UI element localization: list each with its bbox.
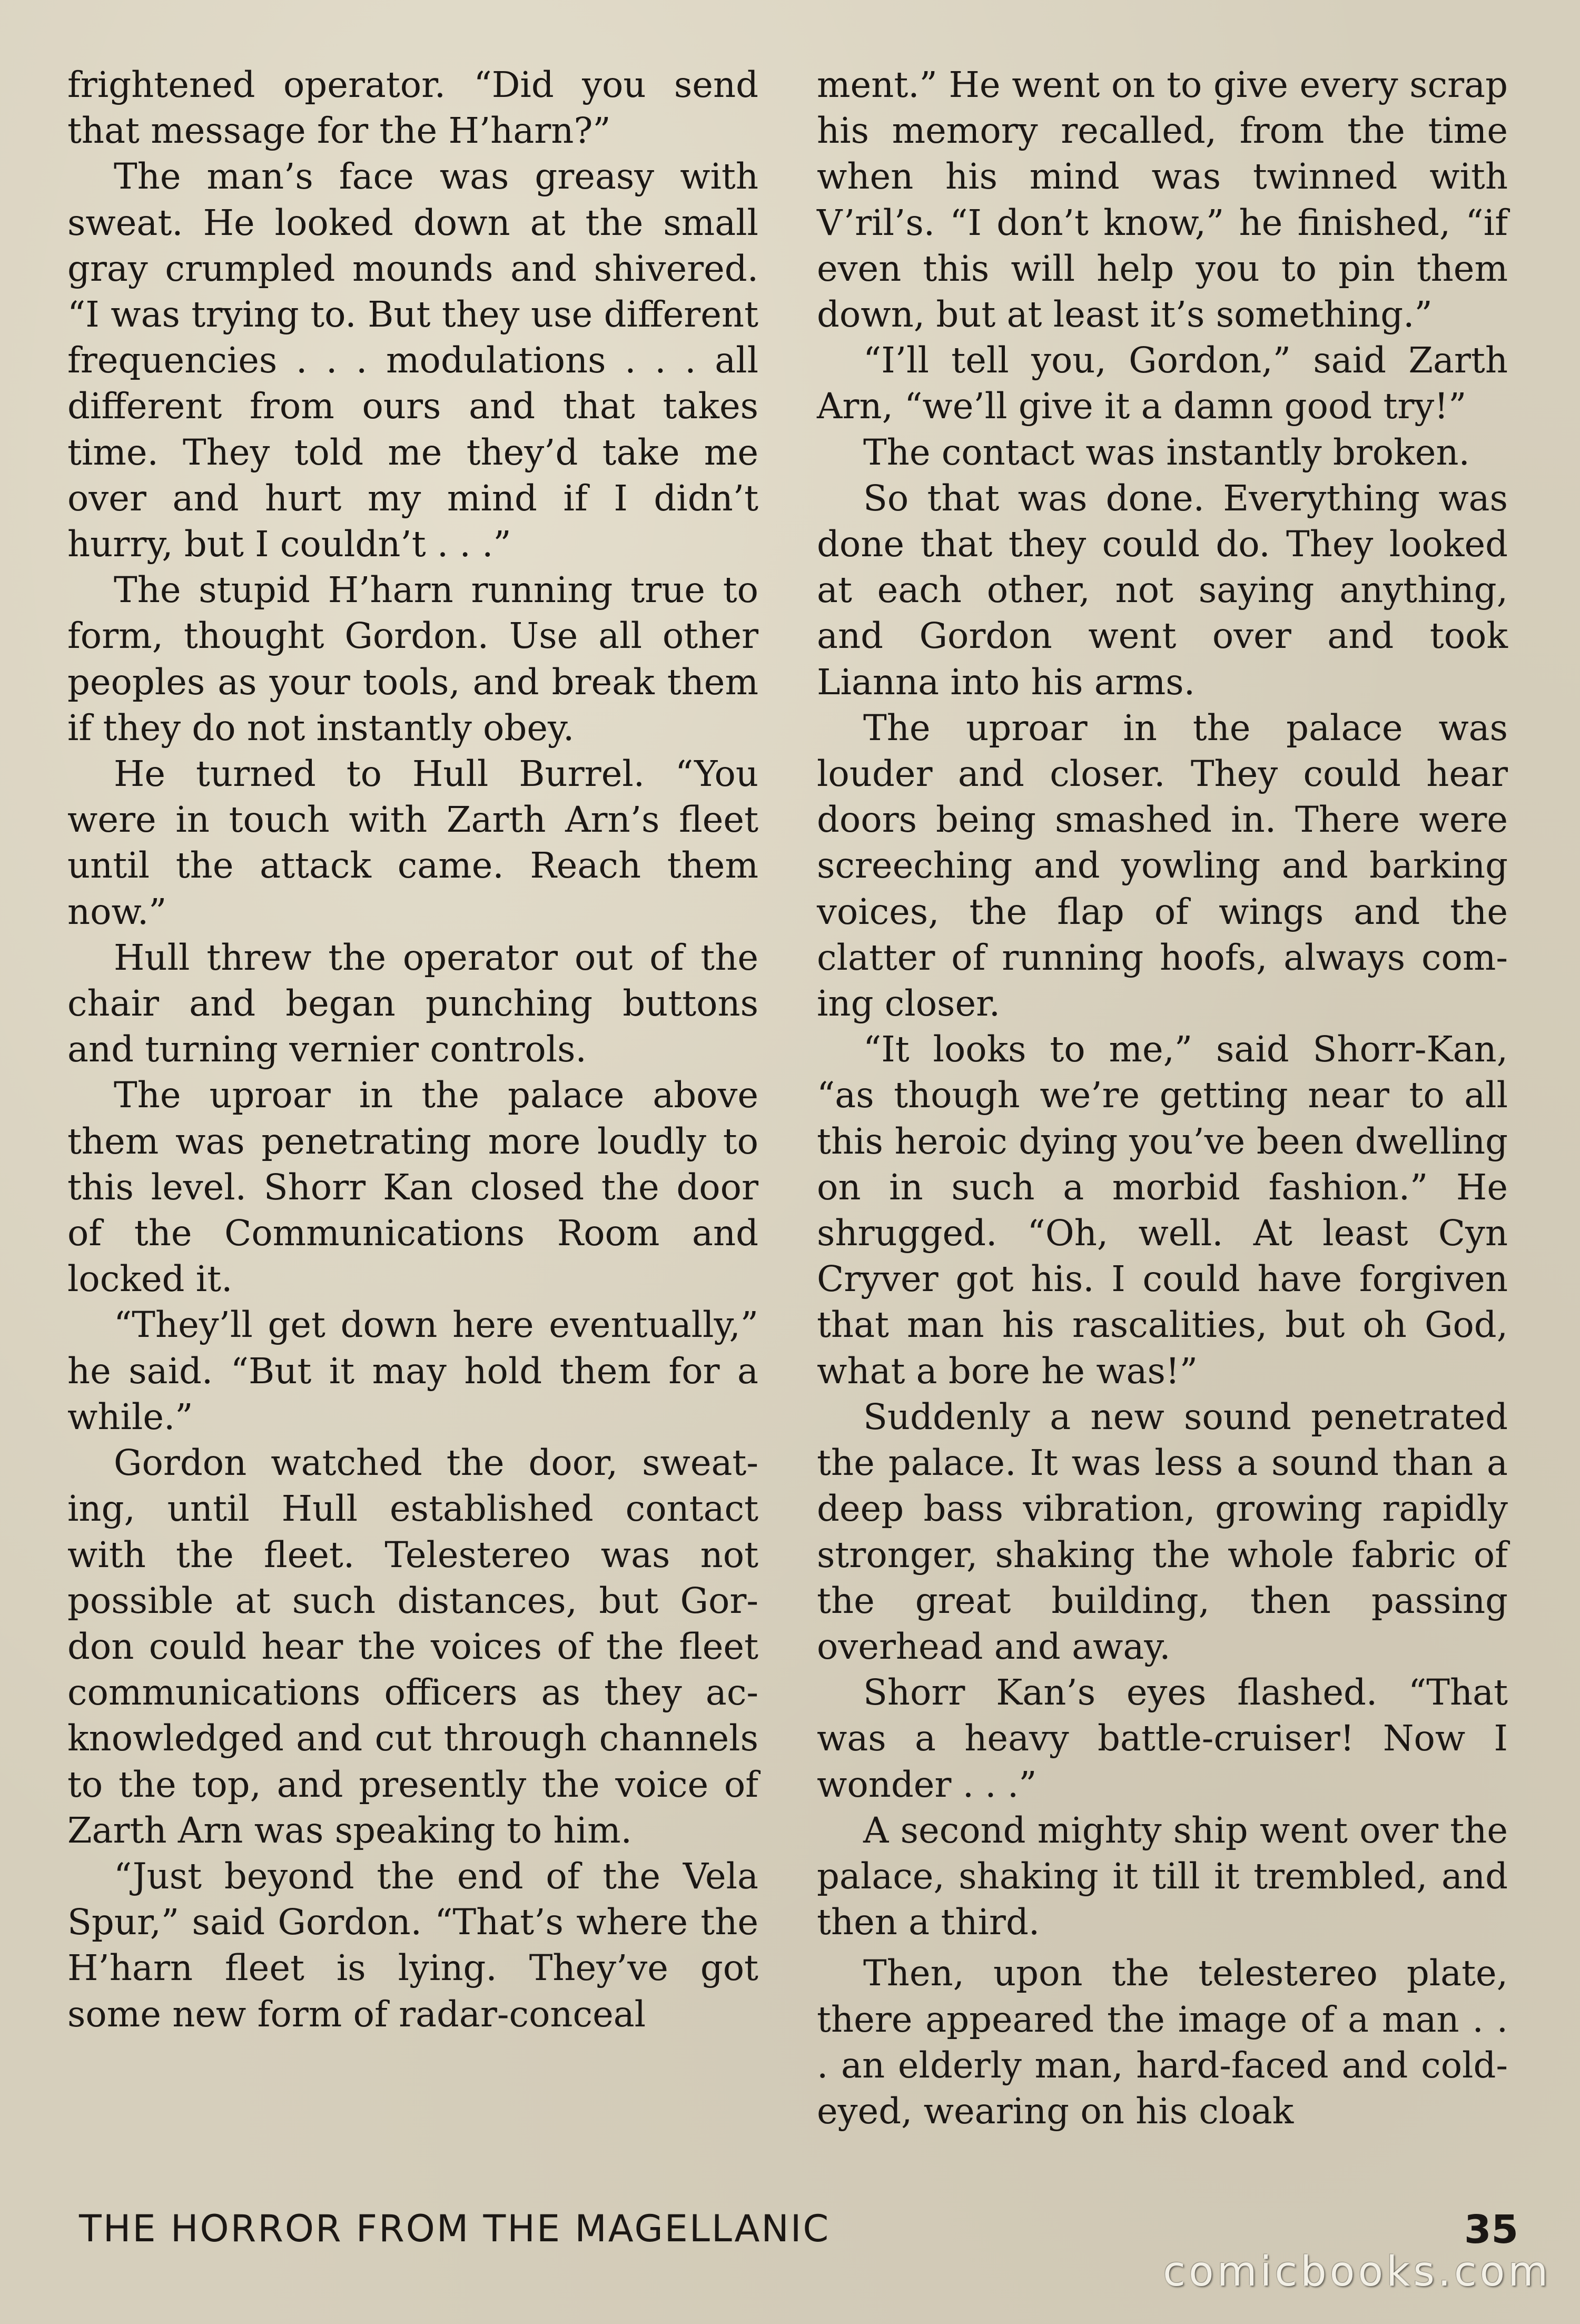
paragraph: The uproar in the palace above them was penetrating more loudly to this level. Shorr Kan closed the door of the Communications Room and locked it. (67, 1075, 758, 1300)
paragraph: Suddenly a new sound penetrated the palace. It was less a sound than a deep bass vibration, growing rapidly stronger, shaking the whole fabric of the great building, then passing overhead and away. (817, 1396, 1508, 1667)
paragraph: frightened operator. “Did you send that message for the H’harn?” (67, 64, 758, 152)
page-number: 35 (1464, 2207, 1518, 2252)
paragraph: “I’ll tell you, Gordon,” said Zarth Arn, “we’ll give it a damn good try!” (817, 340, 1508, 427)
watermark: comicbooks.com (1163, 2248, 1552, 2296)
paragraph: The stupid H’harn running true to form, thought Gordon. Use all other peoples as your tools, and break them if they do not instantly obey. (67, 569, 758, 749)
paragraph: Gordon watched the door, sweating, until Hull established contact with the fleet. Telestereo was not possible at such distances, but Gordon could hear the voices of the fleet communications officers as they acknowledged and cut through channels to the top, and presently the voice of Zarth Arn was speaking to him. (67, 1442, 758, 1851)
paragraph: Shorr Kan’s eyes flashed. “That was a heavy battle-cruiser! Now I wonder . . .” (817, 1672, 1508, 1805)
paragraph: So that was done. Everything was done that they could do. They looked at each other, not saying anything, and Gordon went over and took Lianna into his arms. (817, 477, 1508, 703)
paragraph: “They’ll get down here eventually,” he said. “But it may hold them for a while.” (67, 1304, 758, 1437)
left-text-column (67, 62, 758, 2037)
paragraph: “Just beyond the end of the Vela Spur,” said Gordon. “That’s where the H’harn fleet is lying. They’ve got some new form of radar-conceal (67, 1855, 758, 2035)
paragraph: “It looks to me,” said Shorr-Kan, “as though we’re getting near to all this heroic dying you’ve been dwelling on in such a morbid fashion.” He shrugged. “Oh, well. At least Cyn Cryver got his. I could have forgiven that man his rascalities, but oh God, what a bore he was!” (817, 1029, 1508, 1392)
paragraph: The contact was instantly broken. (863, 431, 1470, 473)
right-text-column (817, 62, 1508, 2134)
paragraph: The man’s face was greasy with sweat. He looked down at the small gray crumpled mounds and shivered. “I was trying to. But they use different frequencies . . . modulations . . . all different from ours and that takes time. They told me they’d take me over and hurt my mind if I didn’t hurry, but I couldn’t . . .” (67, 156, 758, 565)
paragraph: ment.” He went on to give every scrap his memory recalled, from the time when his mind was twinned with V’ril’s. “I don’t know,” he finished, “if even this will help you to pin them down, but at least it’s something.” (817, 64, 1508, 336)
running-title: THE HORROR FROM THE MAGELLANIC (79, 2207, 831, 2250)
paragraph: The uproar in the palace was louder and closer. They could hear doors being smashed in. There were screeching and yowling and barking voices, the flap of wings and the clatter of running hoofs, always coming closer. (817, 707, 1508, 1025)
paragraph: A second mighty ship went over the palace, shaking it till it trembled, and then a third. (817, 1809, 1508, 1943)
paragraph: Then, upon the telestereo plate, there appeared the image of a man . . . an elderly man, hard-faced and cold-eyed, wearing on his cloak (817, 1953, 1508, 2132)
paragraph: Hull threw the operator out of the chair and began punching buttons and turning vernier controls. (67, 937, 758, 1070)
paragraph: He turned to Hull Burrel. “You were in touch with Zarth Arn’s fleet until the attack came. Reach them now.” (67, 753, 758, 932)
